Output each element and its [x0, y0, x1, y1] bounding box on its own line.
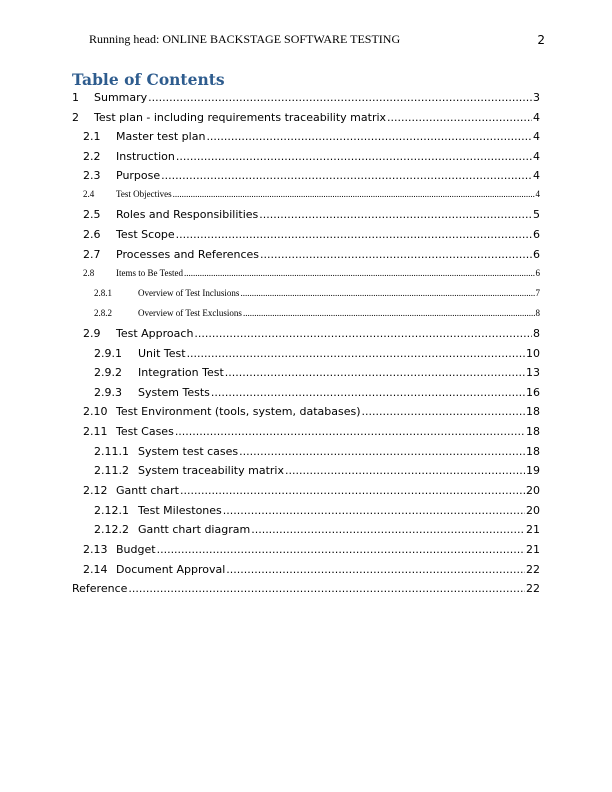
toc-entry[interactable]	[72, 91, 540, 105]
toc-entry-number: 2.3	[83, 169, 101, 182]
toc-entry-page: 21	[526, 543, 540, 556]
toc-entry-title: Master test plan	[116, 130, 206, 143]
toc-entry-title: Budget	[116, 543, 156, 556]
toc-entry-number: 2.12	[83, 484, 108, 497]
toc-entry-page: 5	[533, 208, 540, 221]
toc-entry[interactable]	[94, 288, 540, 302]
toc-leader-dots	[173, 189, 535, 199]
toc-entry[interactable]	[83, 405, 540, 419]
toc-entry-title: Overview of Test Inclusions	[138, 288, 240, 298]
toc-leader-dots	[223, 504, 525, 517]
toc-leader-dots	[243, 308, 535, 318]
toc-entry-title: Processes and References	[116, 248, 260, 261]
toc-entry[interactable]	[83, 130, 540, 144]
toc-entry[interactable]	[94, 308, 540, 322]
toc-entry[interactable]	[83, 189, 540, 203]
toc-entry-number: 2.1	[83, 130, 101, 143]
toc-entry-page: 6	[533, 228, 540, 241]
toc-entry-title: Test Objectives	[116, 189, 172, 199]
toc-entry-number: 2.9	[83, 327, 101, 340]
toc-entry-number: 2.12.2	[94, 523, 129, 536]
toc-leader-dots	[206, 130, 532, 143]
toc-entry-number: 2.10	[83, 405, 108, 418]
toc-leader-dots	[211, 386, 525, 399]
toc-leader-dots	[148, 91, 532, 104]
toc-leader-dots	[260, 248, 532, 261]
toc-entry[interactable]	[72, 111, 540, 125]
toc-entry-title: Test Cases	[116, 425, 174, 438]
toc-entry[interactable]	[94, 445, 540, 459]
toc-entry-page: 4	[533, 169, 540, 182]
toc-entry-number: 1	[72, 91, 79, 104]
toc-leader-dots	[161, 169, 532, 182]
toc-entry[interactable]	[83, 228, 540, 242]
toc-leader-dots	[240, 288, 534, 298]
toc-entry-page: 19	[526, 464, 540, 477]
toc-entry-page: 18	[526, 405, 540, 418]
toc-entry[interactable]	[83, 150, 540, 164]
toc-entry-title: Test plan - including requirements traceability matrix	[94, 111, 387, 124]
toc-entry-number: 2.5	[83, 208, 101, 221]
toc-entry-page: 10	[526, 347, 540, 360]
toc-title: Table of Contents	[72, 70, 225, 89]
toc-entry-title: Integration Test	[138, 366, 224, 379]
toc-entry-page: 18	[526, 425, 540, 438]
toc-entry-number: 2.6	[83, 228, 101, 241]
toc-entry-page: 22	[526, 563, 540, 576]
toc-entry-number: 2.8.1	[94, 288, 112, 298]
toc-entry-page: 18	[526, 445, 540, 458]
toc-entry-title: System traceability matrix	[138, 464, 284, 477]
toc-entry[interactable]	[83, 327, 540, 341]
toc-entry-title: Gantt chart	[116, 484, 179, 497]
toc-entry[interactable]	[94, 347, 540, 361]
toc-leader-dots	[387, 111, 532, 124]
toc-leader-dots	[194, 327, 532, 340]
toc-entry-page: 6	[533, 248, 540, 261]
toc-entry-title: Document Approval	[116, 563, 226, 576]
toc-entry-number: 2.4	[83, 189, 95, 199]
toc-leader-dots	[187, 347, 525, 360]
toc-entry-title: System Tests	[138, 386, 210, 399]
toc-entry[interactable]	[94, 386, 540, 400]
toc-entry-title: Gantt chart diagram	[138, 523, 251, 536]
toc-entry[interactable]	[83, 169, 540, 183]
toc-leader-dots	[175, 425, 525, 438]
toc-leader-dots	[176, 228, 532, 241]
toc-entry-title: Unit Test	[138, 347, 186, 360]
toc-entry-page: 4	[533, 130, 540, 143]
toc-entry[interactable]	[94, 504, 540, 518]
toc-leader-dots	[184, 268, 535, 278]
toc-entry-page: 13	[526, 366, 540, 379]
toc-entry[interactable]	[83, 208, 540, 222]
toc-entry-page: 4	[535, 189, 540, 199]
toc-leader-dots	[285, 464, 525, 477]
toc-entry[interactable]	[83, 248, 540, 262]
toc-leader-dots	[157, 543, 525, 556]
toc-entry-number: 2.13	[83, 543, 108, 556]
toc-leader-dots	[362, 405, 525, 418]
toc-entry-number: 2.8	[83, 268, 95, 278]
toc-entry[interactable]	[94, 366, 540, 380]
toc-leader-dots	[225, 366, 525, 379]
toc-entry-number: 2.2	[83, 150, 101, 163]
toc-entry-title: Reference	[72, 582, 128, 595]
toc-entry-number: 2.11.1	[94, 445, 129, 458]
toc-entry-number: 2.9.3	[94, 386, 122, 399]
toc-entry-title: Roles and Responsibilities	[116, 208, 259, 221]
toc-leader-dots	[251, 523, 525, 536]
toc-entry[interactable]	[83, 268, 540, 282]
toc-entry-title: Summary	[94, 91, 148, 104]
toc-entry[interactable]	[94, 523, 540, 537]
toc-leader-dots	[226, 563, 525, 576]
toc-entry-number: 2.9.2	[94, 366, 122, 379]
toc-entry-title: Test Scope	[116, 228, 175, 241]
toc-entry-page: 8	[533, 327, 540, 340]
toc-entry[interactable]	[83, 543, 540, 557]
toc-leader-dots	[239, 445, 525, 458]
toc-entry-page: 3	[533, 91, 540, 104]
toc-entry[interactable]	[83, 425, 540, 439]
toc-entry-title: Test Approach	[116, 327, 194, 340]
toc-entry-title: Test Milestones	[138, 504, 222, 517]
toc-entry-title: System test cases	[138, 445, 239, 458]
toc-entry-page: 21	[526, 523, 540, 536]
toc-entry-page: 20	[526, 484, 540, 497]
toc-entry[interactable]	[83, 484, 540, 498]
page-number: 2	[537, 33, 545, 47]
toc-entry-page: 7	[535, 288, 540, 298]
toc-entry-title: Instruction	[116, 150, 175, 163]
toc-entry[interactable]	[94, 464, 540, 478]
toc-leader-dots	[128, 582, 525, 595]
toc-entry-number: 2.9.1	[94, 347, 122, 360]
toc-entry-page: 4	[533, 150, 540, 163]
toc-entry-title: Items to Be Tested	[116, 268, 183, 278]
toc-entry-number: 2.12.1	[94, 504, 129, 517]
toc-leader-dots	[259, 208, 532, 221]
toc-entry-page: 8	[535, 308, 540, 318]
toc-entry-page: 4	[533, 111, 540, 124]
toc-entry-number: 2.14	[83, 563, 108, 576]
toc-entry[interactable]	[83, 563, 540, 577]
toc-entry-number: 2.11.2	[94, 464, 129, 477]
toc-entry-page: 16	[526, 386, 540, 399]
toc-leader-dots	[176, 150, 532, 163]
toc-entry-number: 2.8.2	[94, 308, 112, 318]
toc-entry-title: Overview of Test Exclusions	[138, 308, 242, 318]
toc-entry-page: 6	[535, 268, 540, 278]
toc-entry-page: 20	[526, 504, 540, 517]
toc-entry-page: 22	[526, 582, 540, 595]
toc-entry-number: 2.11	[83, 425, 108, 438]
toc-entry-number: 2.7	[83, 248, 101, 261]
toc-leader-dots	[180, 484, 525, 497]
toc-entry-number: 2	[72, 111, 79, 124]
toc-entry-title: Test Environment (tools, system, databases)	[116, 405, 361, 418]
toc-entry[interactable]	[72, 582, 540, 596]
running-head: Running head: ONLINE BACKSTAGE SOFTWARE TESTING	[89, 32, 401, 46]
toc-entry-title: Purpose	[116, 169, 161, 182]
